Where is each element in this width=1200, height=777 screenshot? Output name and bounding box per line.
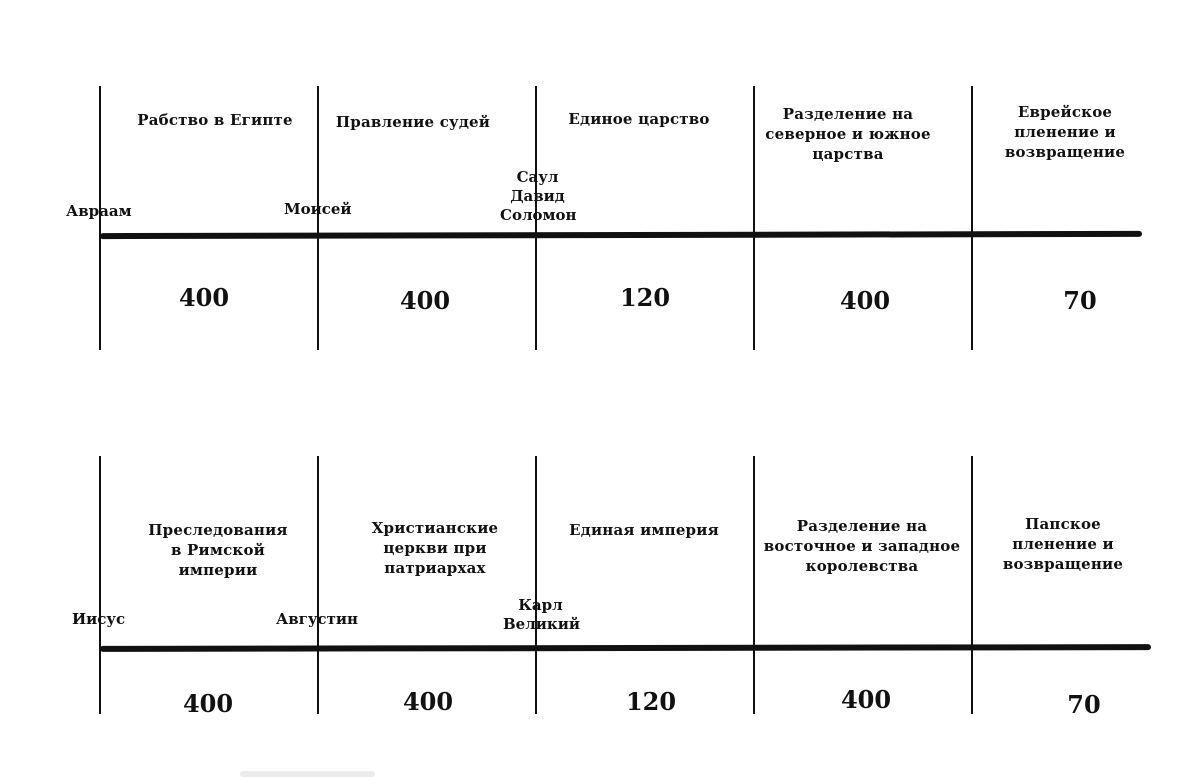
marker-label: Моисей — [284, 200, 352, 218]
marker-label: Иисус — [72, 610, 126, 628]
period-label: Разделение на северное и южное царства — [765, 105, 931, 163]
duration-value: 120 — [625, 687, 677, 716]
period-label: Единая империя — [569, 521, 719, 539]
period-divider — [971, 86, 973, 350]
period-label: Правление судей — [335, 113, 491, 131]
marker-label: Саул Давид Соломон — [500, 168, 577, 224]
marker-label: Августин — [276, 610, 358, 628]
timeline-old-testament — [0, 86, 1200, 346]
period-divider — [99, 456, 101, 714]
period-label: Еврейское пленение и возвращение — [1004, 103, 1126, 161]
marker-label: Авраам — [66, 202, 132, 220]
duration-value: 400 — [840, 685, 892, 714]
duration-value: 120 — [619, 283, 671, 312]
period-divider — [753, 86, 755, 350]
timeline-axis — [100, 644, 1151, 652]
duration-value: 400 — [402, 687, 454, 716]
marker-label: Карл Великий — [503, 596, 581, 633]
period-divider — [971, 456, 973, 714]
period-divider — [753, 456, 755, 714]
timeline-axis — [100, 231, 1142, 239]
period-label: Единое царство — [568, 110, 710, 128]
duration-value: 400 — [839, 286, 891, 315]
period-label: Преследования в Римской империи — [148, 521, 288, 579]
period-divider — [535, 456, 537, 714]
period-divider — [317, 456, 319, 714]
duration-value: 400 — [178, 283, 230, 312]
duration-value: 70 — [1063, 286, 1097, 315]
period-label: Рабство в Египте — [137, 111, 293, 129]
period-label: Христианские церкви при патриархах — [371, 519, 499, 577]
duration-value: 400 — [399, 286, 451, 315]
period-label: Папское пленение и возвращение — [1002, 515, 1124, 573]
timeline-church-history — [0, 456, 1200, 719]
duration-value: 70 — [1067, 690, 1101, 719]
period-label: Разделение на восточное и западное королевства — [763, 517, 961, 575]
scan-smudge — [240, 771, 375, 777]
duration-value: 400 — [182, 689, 234, 718]
